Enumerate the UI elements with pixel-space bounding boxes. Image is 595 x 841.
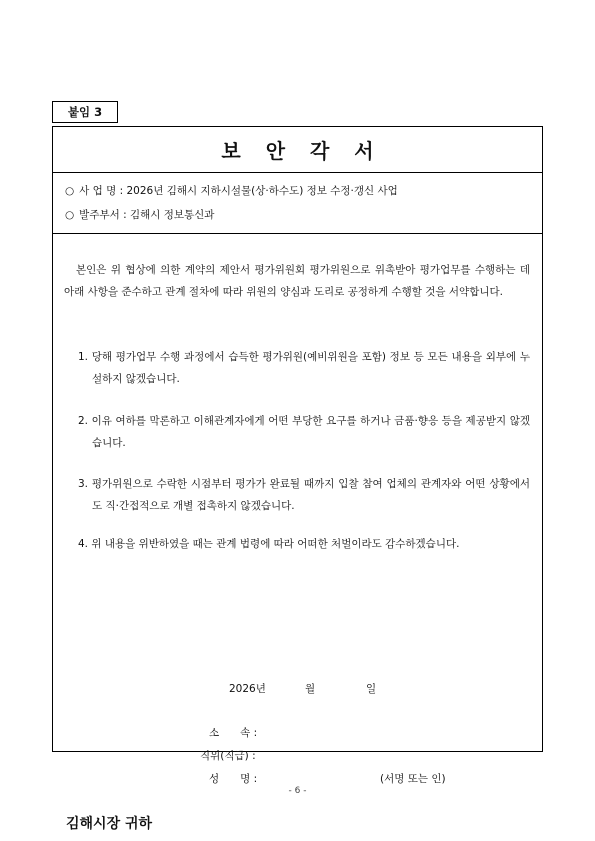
- date-year: 2026년: [229, 683, 266, 695]
- pledge-item-1: 1. 당해 평가업무 수행 과정에서 습득한 평가위원(예비위원을 포함) 정보 등 모든 내용을 외부에 누설하지 않겠습니다.: [78, 351, 530, 385]
- ordering-dept-line: [65, 207, 214, 222]
- pledge-item-3: 3. 평가위원으로 수락한 시점부터 평가가 완료될 때까지 입찰 참여 업체의 관계자와 어떤 상황에서도 직·간접적으로 개별 접촉하지 않겠습니다.: [78, 478, 530, 512]
- title-row: [53, 127, 542, 173]
- pledge-form: [52, 126, 543, 832]
- intro-paragraph: 본인은 위 협상에 의한 계약의 제안서 평가위원회 평가위원으로 위촉받아 평가업무를 수행하는 데 아래 사항을 준수하고 관계 절차에 따라 위원의 양심과 도리로 공정하게 수행할 것을 서약합니다.: [64, 264, 530, 298]
- affiliation-label: 소 속 :: [209, 727, 258, 739]
- pledge-item-2: 2. 이유 여하를 막론하고 이해관계자에게 어떤 부당한 요구를 하거나 금품·향응 등을 제공받지 않겠습니다.: [78, 415, 530, 449]
- position-label: 직위(직급) :: [200, 750, 256, 762]
- attachment-tag: 붙임 3: [52, 101, 118, 123]
- date-month: 월: [305, 683, 316, 695]
- page-number: - 6 -: [288, 786, 307, 796]
- project-name-line: [65, 183, 398, 198]
- addressee: 김해시장 귀하: [66, 816, 153, 832]
- pledge-body: [53, 233, 542, 832]
- circle-bullet-icon: ○: [65, 185, 75, 197]
- ordering-dept-label: 발주부서 :: [79, 209, 127, 221]
- project-info: [53, 172, 542, 234]
- pledge-item-4: 4. 위 내용을 위반하였을 때는 관계 법령에 따라 어떠한 처벌이라도 감수하겠습니다.: [78, 538, 460, 550]
- name-label: 성 명 :: [209, 773, 258, 785]
- document-title: 보 안 각 서: [221, 139, 383, 163]
- signature-hint: (서명 또는 인): [380, 773, 446, 785]
- project-name-label: 사 업 명 :: [79, 185, 124, 197]
- date-day: 일: [366, 683, 377, 695]
- ordering-dept-value: 김해시 정보통신과: [129, 209, 215, 221]
- project-name-value: 2026년 김해시 지하시설물(상·하수도) 정보 수정·갱신 사업: [126, 185, 398, 197]
- circle-bullet-icon: ○: [65, 209, 75, 221]
